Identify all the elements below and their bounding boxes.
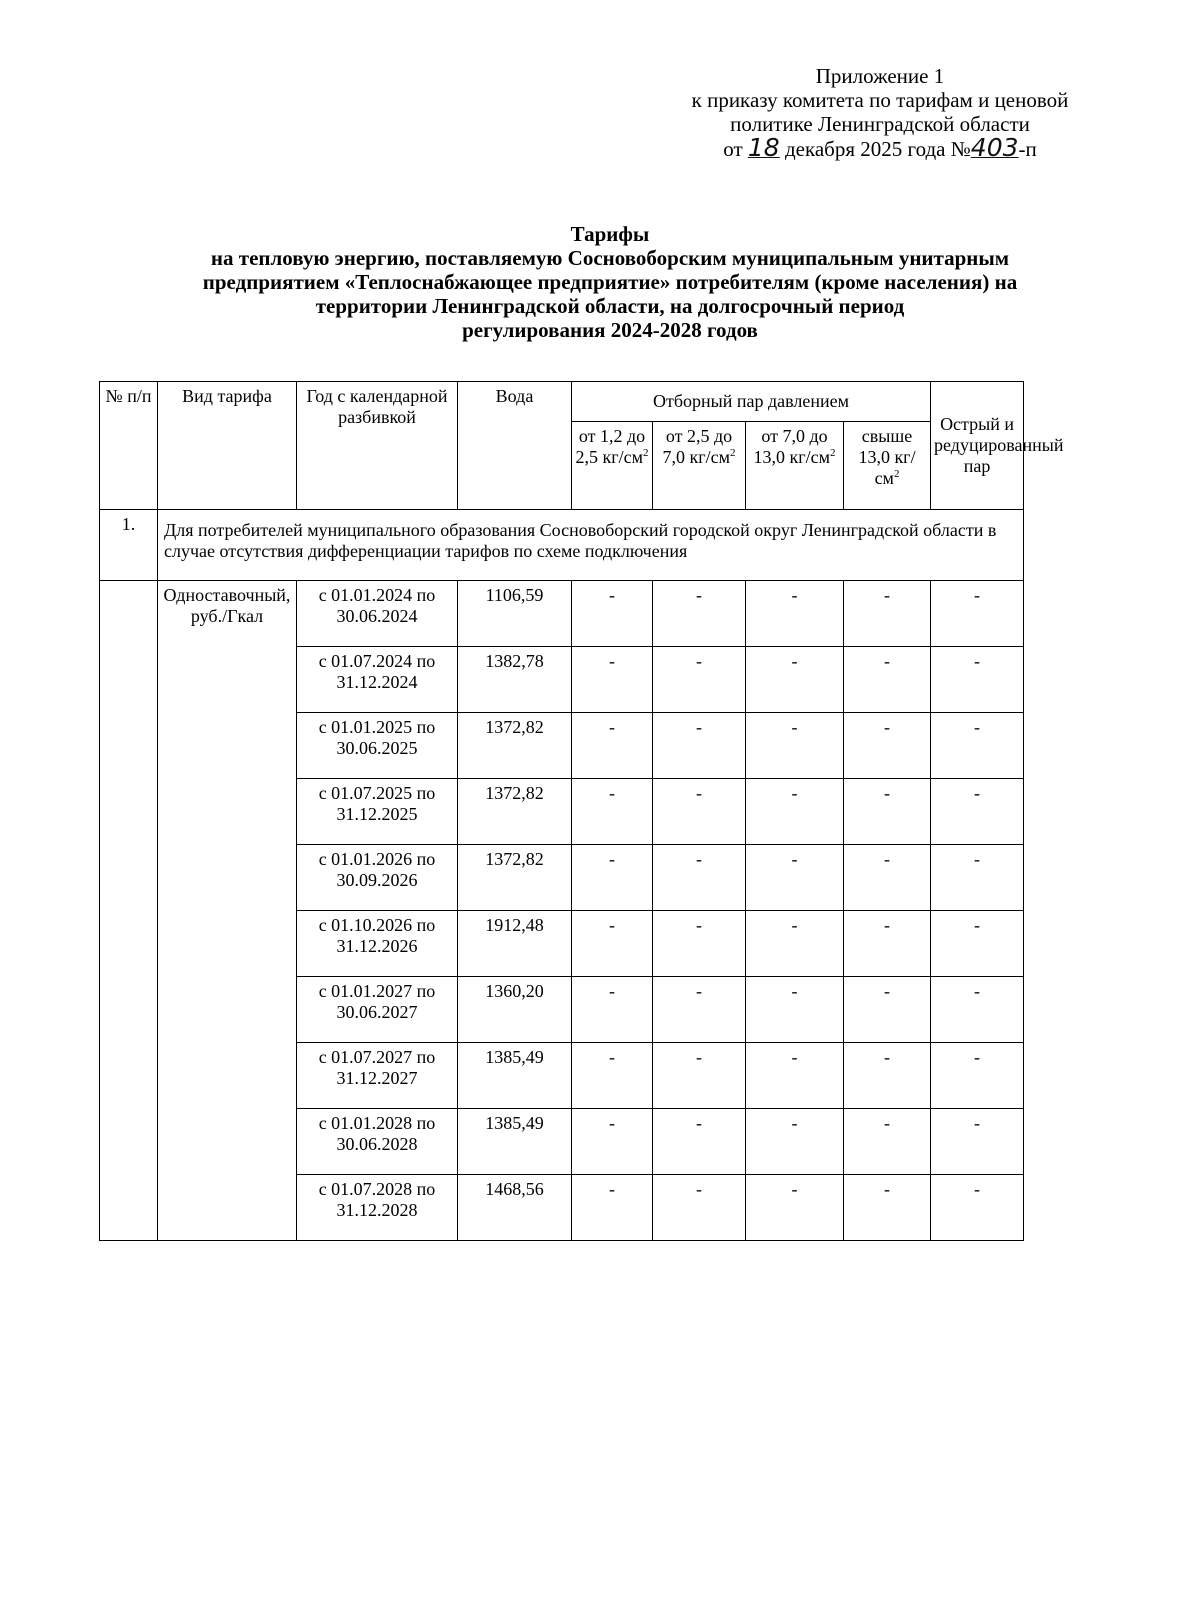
water-value: 1468,56 — [458, 1175, 572, 1241]
dash-cell: - — [572, 911, 653, 977]
dash-cell: - — [746, 845, 844, 911]
dash-cell: - — [653, 1043, 746, 1109]
header-steam-2: от 2,5 до 7,0 $кг/см^2$ — [653, 422, 746, 510]
period-cell: с 01.01.2028 по 30.06.2028 — [297, 1109, 458, 1175]
dash-cell: - — [653, 977, 746, 1043]
header-steam-group: Отборный пар давлением — [572, 382, 931, 422]
period-cell: с 01.07.2025 по 31.12.2025 — [297, 779, 458, 845]
dash-cell: - — [572, 647, 653, 713]
appendix-title: Приложение 1 — [815, 64, 945, 88]
dash-cell: - — [653, 911, 746, 977]
dash-cell: - — [653, 1109, 746, 1175]
header-water: Вода — [458, 382, 572, 510]
dash-cell: - — [572, 779, 653, 845]
dash-cell: - — [746, 977, 844, 1043]
dash-cell: - — [844, 1043, 931, 1109]
dash-cell: - — [931, 713, 1024, 779]
empty-index-cell — [100, 581, 158, 1241]
dash-cell: - — [572, 1043, 653, 1109]
period-cell: с 01.01.2027 по 30.06.2027 — [297, 977, 458, 1043]
header-steam-3: от 7,0 до 13,0 $кг/см^2$ — [746, 422, 844, 510]
header-year: Год с календарной разбивкой — [297, 382, 458, 510]
dash-cell: - — [653, 647, 746, 713]
dash-cell: - — [746, 647, 844, 713]
dash-cell: - — [653, 713, 746, 779]
dash-cell: - — [746, 713, 844, 779]
dash-cell: - — [653, 1175, 746, 1241]
dash-cell: - — [844, 779, 931, 845]
dash-cell: - — [931, 977, 1024, 1043]
appendix-order-ref: к приказу комитета по тарифам и ценовой — [691, 88, 1069, 112]
dash-cell: - — [844, 647, 931, 713]
dash-cell: - — [844, 713, 931, 779]
tariff-type-cell: Одноставочный, руб./Гкал — [158, 581, 297, 1241]
title-line-4: территории Ленинградской области, на долгосрочный период — [315, 294, 905, 318]
dash-cell: - — [572, 713, 653, 779]
dash-cell: - — [931, 647, 1024, 713]
water-value: 1382,78 — [458, 647, 572, 713]
dash-cell: - — [746, 581, 844, 647]
dash-cell: - — [746, 779, 844, 845]
appendix-block — [640, 64, 1120, 161]
dash-cell: - — [931, 845, 1024, 911]
title-line-3: предприятием «Теплоснабжающее предприятие» потребителям (кроме населения) на — [202, 270, 1018, 294]
water-value: 1372,82 — [458, 845, 572, 911]
dash-cell: - — [653, 845, 746, 911]
order-suffix: -п — [1018, 137, 1037, 161]
dash-cell: - — [844, 977, 931, 1043]
group-description: Для потребителей муниципального образования Сосновоборский городской округ Ленинградской области в случае отсутствия дифференциации тарифов по схеме подключения — [158, 510, 1024, 581]
handwritten-day: 18 — [747, 133, 780, 162]
header-steam-4: свыше 13,0 $кг/см^2$ — [844, 422, 931, 510]
dash-cell: - — [931, 779, 1024, 845]
water-value: 1372,82 — [458, 713, 572, 779]
date-middle: декабря 2025 года № — [779, 137, 971, 161]
table-row — [100, 581, 1024, 647]
dash-cell: - — [746, 1109, 844, 1175]
group-index: 1. — [100, 510, 158, 581]
dash-cell: - — [653, 581, 746, 647]
title-line-2: на тепловую энергию, поставляемую Сосновоборским муниципальным унитарным — [210, 246, 1010, 270]
header-tariff-type: Вид тарифа — [158, 382, 297, 510]
tariff-table — [99, 381, 1064, 1241]
dash-cell: - — [844, 845, 931, 911]
dash-cell: - — [931, 911, 1024, 977]
dash-cell: - — [572, 845, 653, 911]
dash-cell: - — [931, 1109, 1024, 1175]
dash-cell: - — [572, 581, 653, 647]
dash-cell: - — [572, 1109, 653, 1175]
water-value: 1912,48 — [458, 911, 572, 977]
title-line-5: регулирования 2024-2028 годов — [462, 318, 758, 342]
water-value: 1385,49 — [458, 1043, 572, 1109]
dash-cell: - — [931, 1175, 1024, 1241]
dash-cell: - — [746, 911, 844, 977]
date-prefix: от — [723, 137, 748, 161]
dash-cell: - — [746, 1043, 844, 1109]
dash-cell: - — [844, 1175, 931, 1241]
header-steam-1: от 1,2 до 2,5 $кг/см^2$ — [572, 422, 653, 510]
group-row — [100, 510, 1024, 581]
appendix-date-line — [640, 133, 1120, 162]
dash-cell: - — [844, 1109, 931, 1175]
period-cell: с 01.01.2026 по 30.09.2026 — [297, 845, 458, 911]
water-value: 1385,49 — [458, 1109, 572, 1175]
period-cell: с 01.10.2026 по 31.12.2026 — [297, 911, 458, 977]
header-sharp-steam: Острый и редуцированный пар — [931, 382, 1024, 510]
dash-cell: - — [572, 977, 653, 1043]
appendix-committee: политике Ленинградской области — [730, 112, 1030, 136]
dash-cell: - — [746, 1175, 844, 1241]
water-value: 1372,82 — [458, 779, 572, 845]
title-heading: Тарифы — [570, 222, 650, 246]
water-value: 1106,59 — [458, 581, 572, 647]
period-cell: с 01.01.2024 по 30.06.2024 — [297, 581, 458, 647]
dash-cell: - — [931, 581, 1024, 647]
period-cell: с 01.01.2025 по 30.06.2025 — [297, 713, 458, 779]
dash-cell: - — [653, 779, 746, 845]
handwritten-order-number: 403 — [970, 133, 1019, 162]
water-value: 1360,20 — [458, 977, 572, 1043]
period-cell: с 01.07.2028 по 31.12.2028 — [297, 1175, 458, 1241]
dash-cell: - — [572, 1175, 653, 1241]
period-cell: с 01.07.2027 по 31.12.2027 — [297, 1043, 458, 1109]
period-cell: с 01.07.2024 по 31.12.2024 — [297, 647, 458, 713]
dash-cell: - — [844, 581, 931, 647]
dash-cell: - — [931, 1043, 1024, 1109]
header-num: № п/п — [100, 382, 158, 510]
dash-cell: - — [844, 911, 931, 977]
document-title — [100, 222, 1120, 342]
